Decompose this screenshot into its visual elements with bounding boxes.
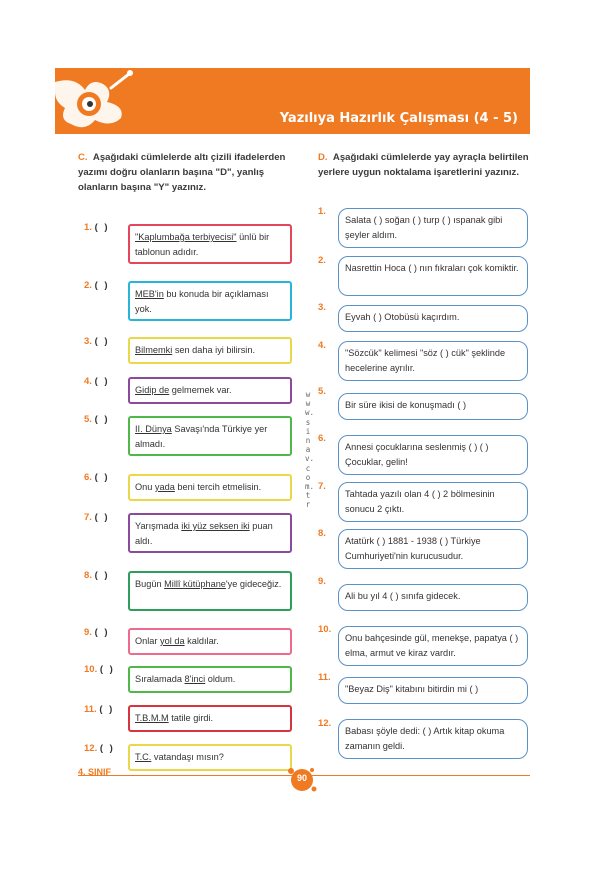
answer-blank[interactable]: ( ) bbox=[99, 704, 115, 715]
d-item-7-box[interactable]: Tahtada yazılı olan 4 ( ) 2 bölmesinin sonucu 2 çıktı. bbox=[338, 482, 528, 522]
c-item-3-number: 3. ( ) bbox=[84, 336, 110, 347]
d-item-5-box[interactable]: Bir süre ikisi de konuşmadı ( ) bbox=[338, 393, 528, 420]
c-item-2-number: 2. ( ) bbox=[84, 280, 110, 291]
c-item-11-number: 11. ( ) bbox=[84, 704, 115, 715]
c-item-5-number: 5. ( ) bbox=[84, 414, 110, 425]
d-item-11-number: 11. bbox=[318, 672, 331, 683]
c-item-5-box: II. Dünya Savaşı'nda Türkiye yer almadı. bbox=[128, 416, 292, 456]
c-item-10-box: Sıralamada 8'inci oldum. bbox=[128, 666, 292, 693]
c-item-1-box: "Kaplumbağa terbiyecisi" ünlü bir tablonun adıdır. bbox=[128, 224, 292, 264]
c-item-9-box: Onlar yol da kaldılar. bbox=[128, 628, 292, 655]
d-item-11-box[interactable]: "Beyaz Diş" kitabını bitirdin mi ( ) bbox=[338, 677, 528, 704]
d-item-10-box[interactable]: Onu bahçesinde gül, menekşe, papatya ( ) elma, armut ve kiraz vardır. bbox=[338, 626, 528, 666]
answer-blank[interactable]: ( ) bbox=[94, 414, 110, 425]
answer-blank[interactable]: ( ) bbox=[94, 222, 110, 233]
d-item-10-number: 10. bbox=[318, 624, 332, 635]
section-c bbox=[78, 150, 300, 195]
grade-label: 4. SINIF bbox=[78, 767, 112, 777]
watermark: www.sinav.com.tr bbox=[305, 390, 315, 510]
c-item-7-box: Yarışmada iki yüz seksen iki puan aldı. bbox=[128, 513, 292, 553]
c-item-1-number: 1. ( ) bbox=[84, 222, 110, 233]
section-c-instruction: C. Aşağıdaki cümlelerde altı çizili ifadelerden yazımı doğru olanların başına "D", yanlış olanların başına "Y" yazınız. bbox=[78, 152, 286, 193]
mascot-icon bbox=[55, 68, 175, 134]
c-item-2-box: MEB'in bu konuda bir açıklaması yok. bbox=[128, 281, 292, 321]
d-item-1-number: 1. bbox=[318, 206, 326, 217]
page-number: 90 bbox=[296, 773, 307, 783]
d-item-12-box[interactable]: Babası şöyle dedi: ( ) Artık kitap okuma zamanın geldi. bbox=[338, 719, 528, 759]
answer-blank[interactable]: ( ) bbox=[94, 570, 110, 581]
section-d bbox=[318, 150, 533, 180]
answer-blank[interactable]: ( ) bbox=[94, 376, 110, 387]
answer-blank[interactable]: ( ) bbox=[94, 512, 110, 523]
c-item-4-number: 4. ( ) bbox=[84, 376, 110, 387]
c-item-10-number: 10. ( ) bbox=[84, 664, 115, 675]
page-title: Yazılıya Hazırlık Çalışması (4 - 5) bbox=[279, 111, 518, 126]
d-item-8-box[interactable]: Atatürk ( ) 1881 - 1938 ( ) Türkiye Cumhuriyeti'nin kurucusudur. bbox=[338, 529, 528, 569]
c-item-8-number: 8. ( ) bbox=[84, 570, 110, 581]
answer-blank[interactable]: ( ) bbox=[99, 664, 115, 675]
d-item-5-number: 5. bbox=[318, 386, 326, 397]
d-item-7-number: 7. bbox=[318, 481, 326, 492]
d-item-8-number: 8. bbox=[318, 528, 326, 539]
answer-blank[interactable]: ( ) bbox=[94, 627, 110, 638]
d-item-12-number: 12. bbox=[318, 718, 332, 729]
section-d-instruction: D. Aşağıdaki cümlelerde yay ayraçla belirtilen yerlere uygun noktalama işaretlerini yazınız. bbox=[318, 152, 529, 178]
d-item-3-box[interactable]: Eyvah ( ) Otobüsü kaçırdım. bbox=[338, 305, 528, 332]
c-item-6-box: Onu yada beni tercih etmelisin. bbox=[128, 474, 292, 501]
d-item-4-number: 4. bbox=[318, 340, 326, 351]
d-item-4-box[interactable]: "Sözcük" kelimesi "söz ( ) cük" şeklinde hecelerine ayrılır. bbox=[338, 341, 528, 381]
c-item-6-number: 6. ( ) bbox=[84, 472, 110, 483]
c-item-3-box: Bilmemki sen daha iyi bilirsin. bbox=[128, 337, 292, 364]
answer-blank[interactable]: ( ) bbox=[94, 472, 110, 483]
answer-blank[interactable]: ( ) bbox=[99, 743, 115, 754]
d-item-6-number: 6. bbox=[318, 433, 326, 444]
answer-blank[interactable]: ( ) bbox=[94, 336, 110, 347]
d-item-3-number: 3. bbox=[318, 302, 326, 313]
c-item-8-box: Bugün Millî kütüphane'ye gideceğiz. bbox=[128, 571, 292, 611]
d-item-2-number: 2. bbox=[318, 255, 326, 266]
c-item-12-number: 12. ( ) bbox=[84, 743, 115, 754]
c-item-11-box: T.B.M.M tatile girdi. bbox=[128, 705, 292, 732]
d-item-9-number: 9. bbox=[318, 576, 326, 587]
answer-blank[interactable]: ( ) bbox=[94, 280, 110, 291]
d-item-2-box[interactable]: Nasrettin Hoca ( ) nın fıkraları çok komiktir. bbox=[338, 256, 528, 296]
section-c-label: C. bbox=[78, 152, 88, 163]
c-item-12-box: T.C. vatandaşı mısın? bbox=[128, 744, 292, 771]
c-item-9-number: 9. ( ) bbox=[84, 627, 110, 638]
d-item-6-box[interactable]: Annesi çocuklarına seslenmiş ( ) ( ) Çocuklar, gelin! bbox=[338, 435, 528, 475]
section-d-label: D. bbox=[318, 152, 328, 163]
d-item-1-box[interactable]: Salata ( ) soğan ( ) turp ( ) ıspanak gibi şeyler aldım. bbox=[338, 208, 528, 248]
c-item-7-number: 7. ( ) bbox=[84, 512, 110, 523]
c-item-4-box: Gidip de gelmemek var. bbox=[128, 377, 292, 404]
d-item-9-box[interactable]: Ali bu yıl 4 ( ) sınıfa gidecek. bbox=[338, 584, 528, 611]
